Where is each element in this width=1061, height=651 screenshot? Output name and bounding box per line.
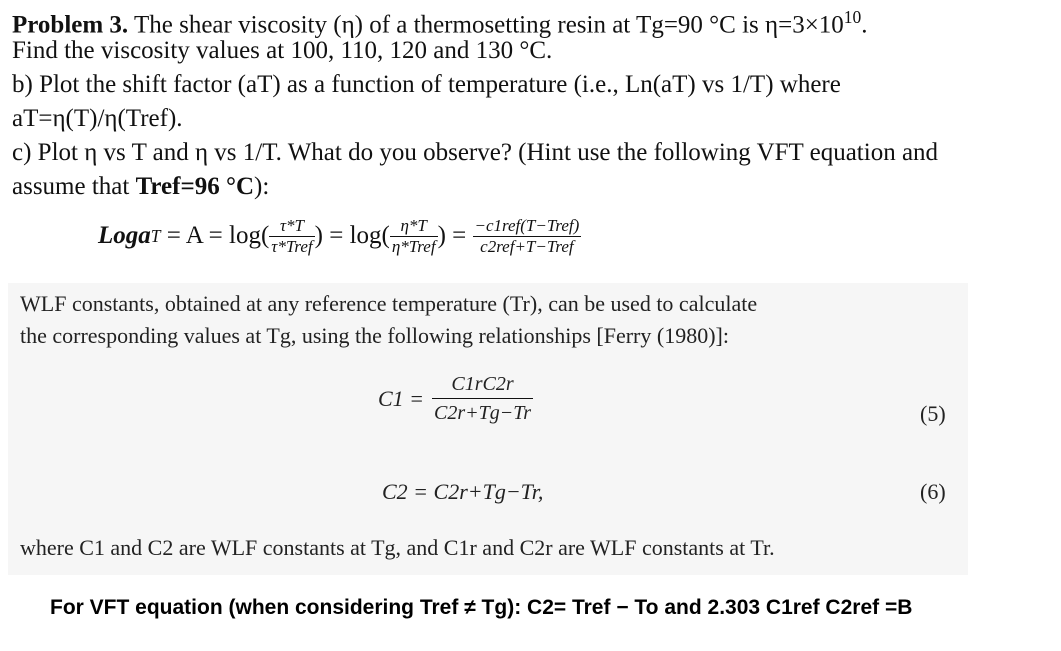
shift-factor-equation: Loga T = A = log( $\frac{\tau*T}{\text{τ*Tref}}$ ) = log( $\frac{\eta*T}{\text{η*Tref}}$ ) = $\frac{\text{−c1ref(T−Tref)}}{\text{c2ref+T−Tref}}$ bbox=[98, 215, 580, 256]
wlf-where-line: where C1 and C2 are WLF constants at Tg, and C1r and C2r are WLF constants at Tr. bbox=[20, 535, 775, 560]
wlf-paragraph-line-1: WLF constants, obtained at any reference temperature (Tr), can be used to calculate bbox=[20, 291, 758, 316]
problem-line-2: Find the viscosity values at 100, 110, 120 and 130 °C. bbox=[12, 37, 553, 64]
problem-line-4: aT=η(T)/η(Tref). bbox=[12, 105, 183, 132]
equation-5: C1 = $\frac{C1rC2r}{C2r+Tg-Tr}$ bbox=[378, 373, 532, 424]
reference-temperature: Tref=96 °C bbox=[135, 173, 255, 200]
equation-6-number: (6) bbox=[920, 479, 946, 504]
problem-line-5: c) Plot η vs T and η vs 1/T. What do you observe? (Hint use the following VFT equation and bbox=[12, 139, 939, 166]
wlf-fraction: $\frac{\text{−c1ref(T−Tref)}}{\text{c2ref+T−Tref}}$ bbox=[474, 215, 580, 256]
tau-ratio-fraction: $\frac{\tau*T}{\text{τ*Tref}}$ bbox=[271, 215, 313, 256]
problem-line-1: Problem 3. The shear viscosity (η) of a thermosetting resin at Tg=90 °C is $\eta=3\times 10^{10}$. bbox=[12, 7, 868, 39]
problem-line-6: assume that Tref=96 °C): bbox=[12, 173, 270, 200]
wlf-constants-panel bbox=[8, 283, 968, 575]
vft-note: For VFT equation (when considering Tref ≠ Tg): C2= Tref − To and 2.303 C1ref C2ref =B bbox=[50, 596, 913, 619]
problem-heading: Problem 3. bbox=[12, 11, 129, 39]
problem-line-3: b) Plot the shift factor (aT) as a function of temperature (i.e., Ln(aT) vs 1/T) where bbox=[12, 71, 841, 98]
equation-5-number: (5) bbox=[920, 401, 946, 426]
wlf-paragraph-line-2: the corresponding values at Tg, using the following relationships [Ferry (1980)]: bbox=[20, 323, 729, 348]
equation-6: C2 = C2r+Tg−Tr, bbox=[382, 479, 544, 504]
eta-ratio-fraction: $\frac{\eta*T}{\text{η*Tref}}$ bbox=[391, 215, 436, 256]
